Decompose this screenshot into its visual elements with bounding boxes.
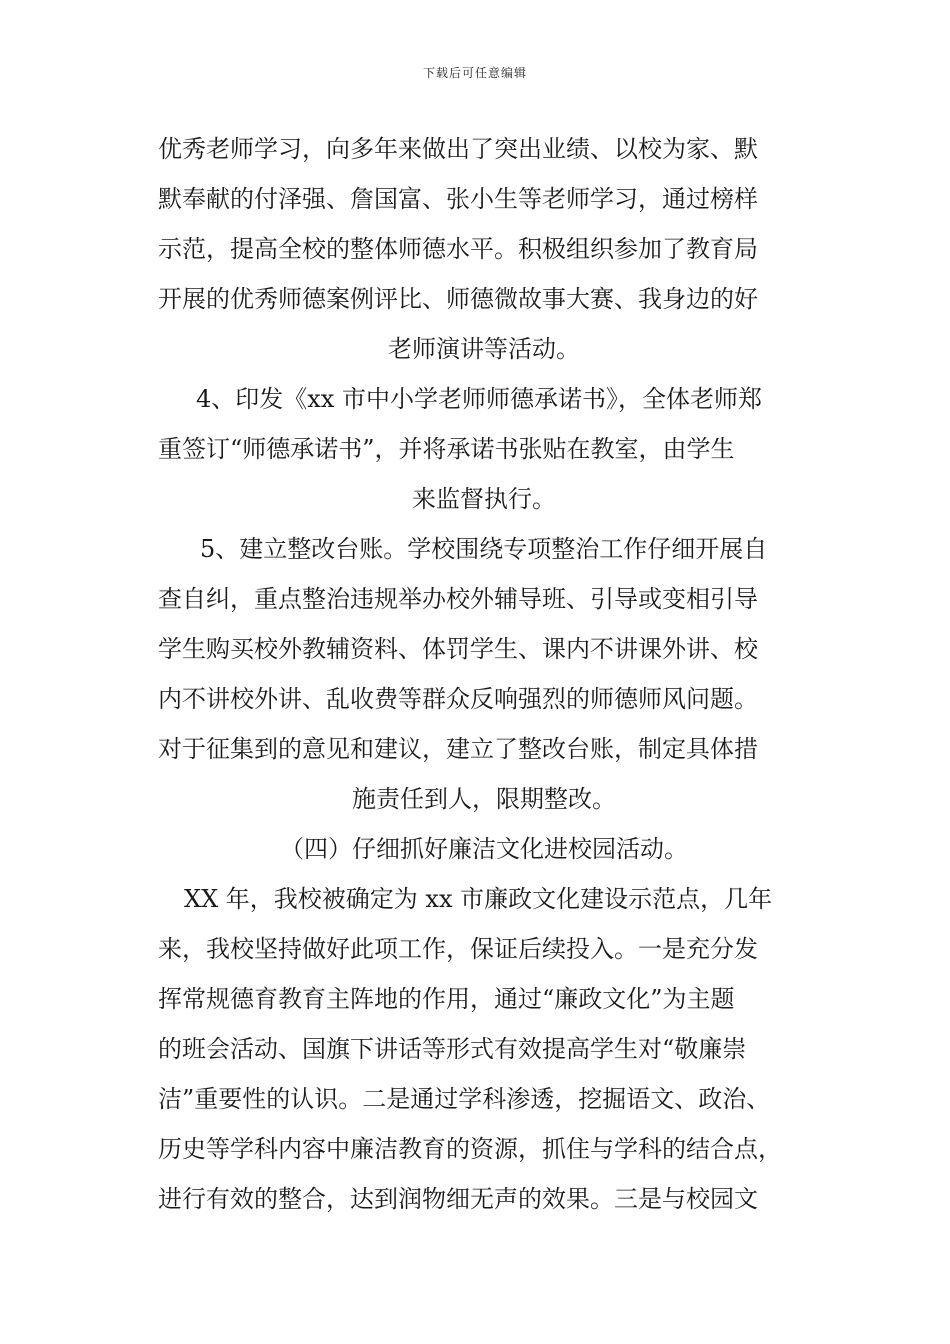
text-line: 洁”重要性的认识。二是通过学科渗透，挖掘语文、政治、 [158,1085,771,1113]
text-line: 挥常规德育教育主阵地的作用，通过“廉政文化”为主题 [158,985,735,1013]
section-heading: （四）仔细抓好廉洁文化进校园活动。 [280,835,688,863]
text-line: 来，我校坚持做好此项工作，保证后续投入。一是充分发 [158,935,758,963]
text-line: 来监督执行。 [412,485,556,513]
text-line: 查自纠，重点整治违规举办校外辅导班、引导或变相引导 [158,585,758,613]
text-line: 示范，提高全校的整体师德水平。积极组织参加了教育局 [158,235,758,263]
text-line: 对于征集到的意见和建议，建立了整改台账，制定具体措 [158,735,758,763]
text-line: 默奉献的付泽强、詹国富、张小生等老师学习，通过榜样 [158,185,758,213]
text-line: 内不讲校外讲、乱收费等群众反响强烈的师德师风问题。 [158,685,758,713]
document-body [158,124,810,1224]
text-line: 优秀老师学习，向多年来做出了突出业绩、以校为家、默 [158,135,758,163]
text-line: 学生购买校外教辅资料、体罚学生、课内不讲课外讲、校 [158,635,758,663]
text-line: 老师演讲等活动。 [388,335,580,363]
text-line: 4、印发《xx 市中小学老师师德承诺书》，全体老师郑 [196,385,762,413]
text-line: 的班会活动、国旗下讲话等形式有效提高学生对“敬廉崇 [158,1035,747,1063]
text-line: 重签订“师德承诺书”，并将承诺书张贴在教室，由学生 [158,435,735,463]
page-header-note: 下载后可任意编辑 [422,66,527,80]
text-line: 开展的优秀师德案例评比、师德微故事大赛、我身边的好 [158,285,758,313]
text-line: 施责任到人，限期整改。 [352,785,616,813]
text-line: 进行有效的整合，达到润物细无声的效果。三是与校园文 [158,1185,758,1213]
text-line: 5、建立整改台账。学校围绕专项整治工作仔细开展自 [200,535,768,563]
text-line: 历史等学科内容中廉洁教育的资源，抓住与学科的结合点， [158,1135,782,1163]
text-line: XX 年，我校被确定为 xx 市廉政文化建设示范点，几年 [184,885,773,913]
